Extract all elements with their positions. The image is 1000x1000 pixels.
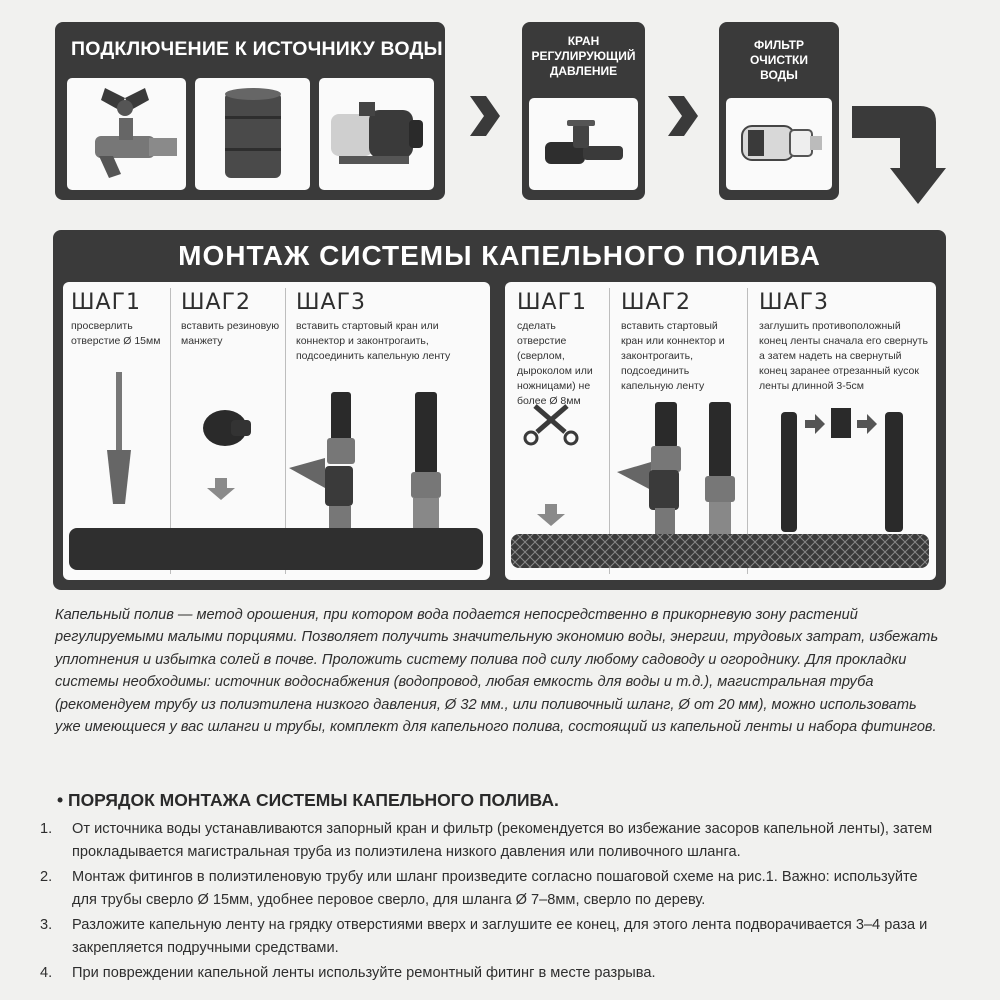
installation-title: МОНТАЖ СИСТЕМЫ КАПЕЛЬНОГО ПОЛИВА bbox=[178, 240, 821, 271]
pipe-illustration bbox=[63, 282, 490, 580]
pipe-step-3: ШАГ3 вставить стартовый кран или коннектор и законтрогаить, подсоединить капельную ленту bbox=[296, 290, 451, 362]
procedure-heading: • ПОРЯДОК МОНТАЖА СИСТЕМЫ КАПЕЛЬНОГО ПОЛИВА. bbox=[57, 790, 559, 810]
hose-illustration bbox=[505, 282, 936, 580]
pipe-step-2: ШАГ2 вставить резиновую манжету bbox=[181, 290, 280, 347]
valve-image bbox=[529, 98, 638, 190]
water-source-panel bbox=[55, 22, 445, 200]
hose-step-2: ШАГ2 вставить стартовый кран или коннектор и законтрогаить, подсоединить капельную ленту bbox=[621, 290, 725, 392]
list-item: 4. При повреждении капельной ленты используйте ремонтный фитинг в месте разрыва. bbox=[40, 965, 656, 981]
pipe-step-1: ШАГ1 просверлить отверстие Ø 15мм bbox=[71, 290, 161, 347]
arrow-right-icon bbox=[466, 92, 502, 145]
barrel-image bbox=[195, 78, 310, 190]
water-source-title: ПОДКЛЮЧЕНИЕ К ИСТОЧНИКУ ВОДЫ bbox=[71, 38, 443, 60]
list-item: 3. Разложите капельную ленту на грядку отверстиями вверх и заглушите ее конец, для этого лента подворачивается 3–4 раза и закрепляется подручными средствами. bbox=[40, 917, 928, 956]
arrow-down-bent-icon bbox=[850, 104, 948, 211]
installation-panel bbox=[53, 230, 946, 590]
scissors-icon bbox=[525, 406, 577, 444]
pump-image bbox=[319, 78, 434, 190]
filter-image bbox=[726, 98, 832, 190]
pipe-steps-panel bbox=[63, 282, 490, 580]
list-item: 1. От источника воды устанавливаются запорный кран и фильтр (рекомендуется во избежание засоров капельной ленты), затем прокладывается магистральная труба из полиэтилена низкого давления или поливочного шланга. bbox=[40, 821, 933, 860]
filter-panel bbox=[719, 22, 839, 200]
pressure-valve-title: КРАН РЕГУЛИРУЮЩИЙ ДАВЛЕНИЕ bbox=[531, 34, 636, 78]
hose-step-3: ШАГ3 заглушить противоположный конец ленты сначала его свернуть а затем надеть на свернутый конец заранее отрезанный кусок ленты длинной 3-5см bbox=[759, 290, 928, 392]
pressure-valve-panel bbox=[522, 22, 645, 200]
arrow-right-icon-2 bbox=[664, 92, 700, 145]
hose-step-1: ШАГ1 сделать отверстие (сверлом, дыроколом или ножницами) не более Ø 8мм bbox=[517, 290, 593, 407]
intro-paragraph: Капельный полив — метод орошения, при котором вода подается непосредственно в прикорневую зону растений регулируемыми малыми порциями. Позволяет получить значительную экономию воды, энергии, трудовых затрат, избежать уплотнения и избытка солей в почве. Проложить систему полива под силу любому садоводу и огороднику. Для прокладки системы необходимы: источник водоснабжения (водопровод, любая емкость для воды и т.д.), магистральная труба (рекомендуем трубу из полиэтилена низкого давления, Ø 32 мм., или поливочный шланг, Ø от 20 мм), можно использовать уже имеющиеся у вас шланги и трубы, комплект для капельного полива, состоящий из капельной ленты и набора фитингов. bbox=[55, 607, 939, 736]
hose-steps-panel bbox=[505, 282, 936, 580]
list-item: 2. Монтаж фитингов в полиэтиленовую трубу или шланг произведите согласно пошаговой схеме на рис.1. Важно: используйте для трубы сверло Ø 15мм, удобнее перовое сверло, для шланга Ø 7–8мм, сверло по дереву. bbox=[40, 869, 918, 908]
procedure-list bbox=[40, 818, 940, 988]
filter-title: ФИЛЬТР ОЧИСТКИ ВОДЫ bbox=[749, 38, 809, 82]
faucet-image bbox=[67, 78, 186, 190]
